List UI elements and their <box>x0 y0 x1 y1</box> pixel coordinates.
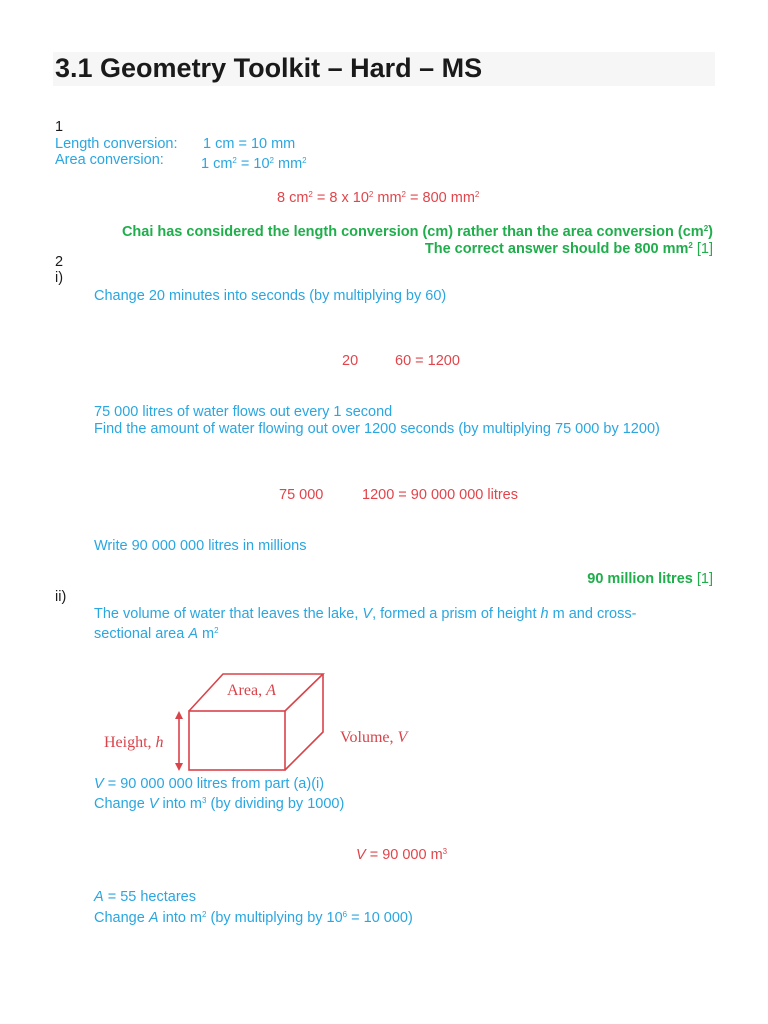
height-arrow-head-bottom <box>175 763 183 771</box>
q2i-calc-2-left: 75 000 <box>279 487 324 503</box>
length-conversion-value: 1 cm = 10 mm <box>203 136 296 152</box>
area-conversion-value: 1 $cm^2 = 10^2$ $mm^2$ <box>201 156 307 172</box>
q2i-answer: 90 million litres [1] <box>587 571 713 587</box>
q2i-calc-1-left: 20 <box>342 353 359 369</box>
q2i-calc-2-right: 1200 = 90 000 000 litres <box>362 487 518 503</box>
question-number-2: 2 <box>55 254 64 270</box>
q2ii-intro-line-2: sectional area A $m^2$ <box>94 626 219 642</box>
q1-explanation: Chai has considered the length conversion (cm) rather than the area conversion $(cm^2)$ <box>121 224 713 240</box>
volume-label: Volume, V <box>340 729 408 746</box>
height-label: Height, h <box>104 734 164 751</box>
q2i-mark: [1] <box>696 571 713 587</box>
part-ii-label: ii) <box>55 589 67 605</box>
area-conversion-label: Area conversion: <box>55 152 164 168</box>
height-arrow-head-top <box>175 711 183 719</box>
q2ii-volume-line-2: Change V into $m^3$ (by dividing by 1000) <box>94 796 345 812</box>
q2i-step-2b: Find the amount of water flowing out over 1200 seconds (by multiplying 75 000 by 1200) <box>94 421 660 437</box>
prism-diagram <box>100 668 430 780</box>
area-label: Area, A <box>227 682 276 699</box>
q2ii-area-line-1: A = 55 hectares <box>94 889 196 905</box>
prism-front-face <box>189 711 285 770</box>
length-conversion-label: Length conversion: <box>55 136 178 152</box>
q2ii-volume-line-1: V = 90 000 000 litres from part (a)(i) <box>94 776 325 792</box>
q2i-step-1: Change 20 minutes into seconds (by multiplying by 60) <box>94 288 447 304</box>
q2i-step-3: Write 90 000 000 litres in millions <box>94 538 307 554</box>
question-number-1: 1 <box>55 119 64 135</box>
q1-calculation: 8 $cm^2 = 8$ x $10^2$ $mm^2 = 800$ $mm^2$ <box>277 190 480 206</box>
page-title: 3.1 Geometry Toolkit – Hard – MS <box>55 53 483 83</box>
prism-side-face <box>285 674 323 770</box>
q2ii-intro-line-1: The volume of water that leaves the lake, V, formed a prism of height h m and cross- <box>94 606 637 622</box>
q1-answer: The correct answer should be 800 $mm^2$ [1] <box>424 241 713 257</box>
q2ii-volume-calc: V = 90 000 $m^3$ <box>356 847 448 863</box>
part-i-label: i) <box>55 270 64 286</box>
q2i-step-2a: 75 000 litres of water flows out every 1 second <box>94 404 393 420</box>
q1-mark: [1] <box>696 241 713 257</box>
q2i-calc-1-right: 60 = 1200 <box>395 353 460 369</box>
q2ii-area-line-2: Change A into $m^2$ (by multiplying by $10^6 = 10$ 000) <box>94 910 413 926</box>
